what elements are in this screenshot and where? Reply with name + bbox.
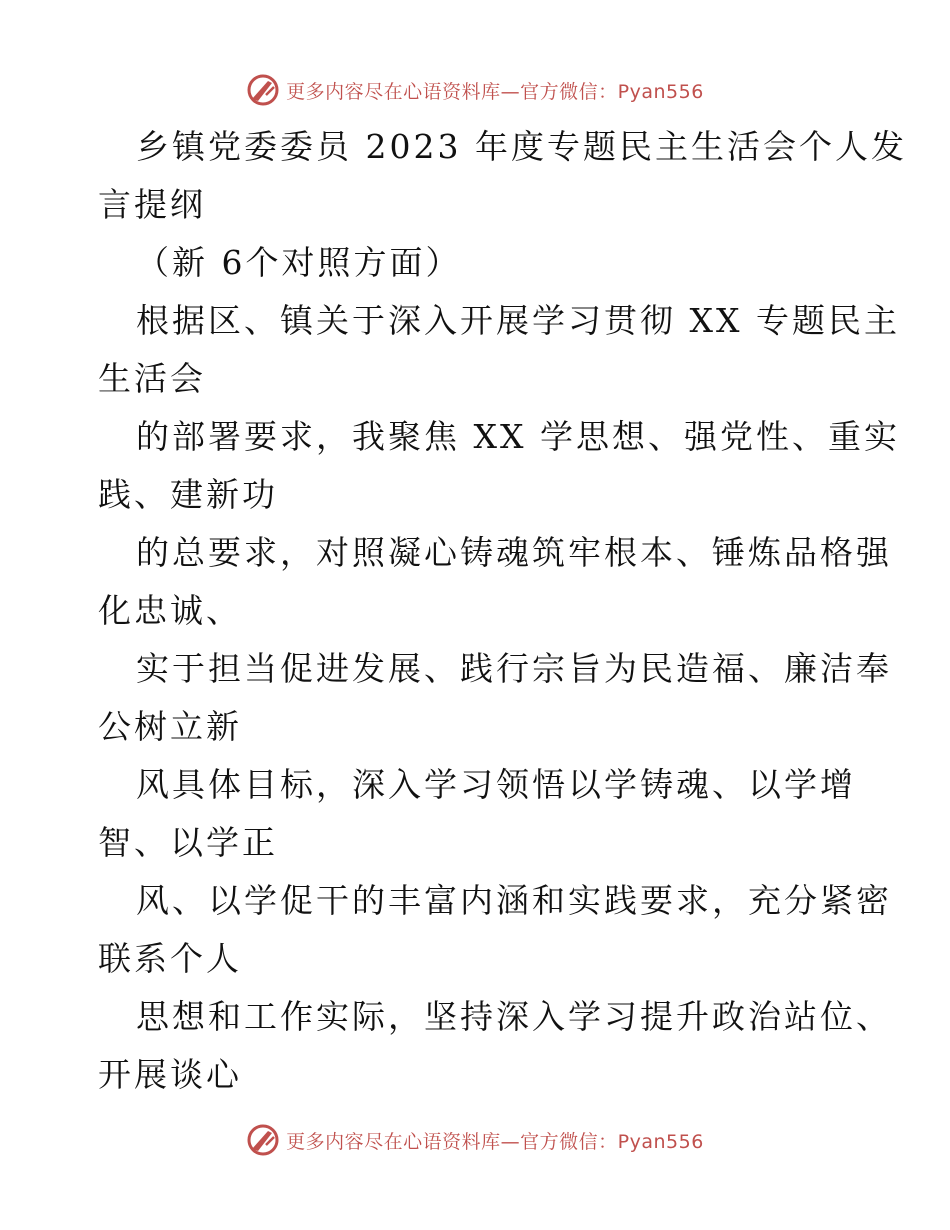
- text-line: （新 6个对照方面）: [136, 243, 462, 282]
- text-line: 实于担当促进发展、践行宗旨为民造福、廉洁奉: [136, 649, 892, 688]
- text-line: 的部署要求，我聚焦 XX 学思想、强党性、重实: [136, 417, 900, 456]
- text-line: 化忠诚、: [98, 591, 242, 630]
- text-line: 风具体目标，深入学习领悟以学铸魂、以学增: [136, 765, 856, 804]
- text-line: 开展谈心: [98, 1055, 242, 1094]
- text-line: 乡镇党委委员 2023 年度专题民主生活会个人发: [136, 127, 907, 166]
- quill-seal-icon: [246, 1123, 280, 1157]
- header-banner[interactable]: [0, 70, 950, 110]
- banner-label: 更多内容尽在心语资料库—官方微信：Pyan556: [286, 80, 704, 103]
- text-line: 思想和工作实际，坚持深入学习提升政治站位、: [136, 997, 892, 1036]
- text-line: 生活会: [98, 359, 206, 398]
- text-line: 公树立新: [98, 707, 242, 746]
- banner-label: 更多内容尽在心语资料库—官方微信：Pyan556: [286, 1130, 704, 1153]
- text-line: 风、以学促干的丰富内涵和实践要求，充分紧密: [136, 881, 892, 920]
- text-line: 的总要求，对照凝心铸魂筑牢根本、锤炼品格强: [136, 533, 892, 572]
- text-line: 联系个人: [98, 939, 242, 978]
- text-line: 践、建新功: [98, 475, 278, 514]
- footer-banner[interactable]: [0, 1120, 950, 1160]
- text-line: 根据区、镇关于深入开展学习贯彻 XX 专题民主: [136, 301, 900, 340]
- quill-seal-icon: [246, 73, 280, 107]
- document-body: [98, 118, 907, 1104]
- text-line: 智、以学正: [98, 823, 278, 862]
- text-line: 言提纲: [98, 185, 206, 224]
